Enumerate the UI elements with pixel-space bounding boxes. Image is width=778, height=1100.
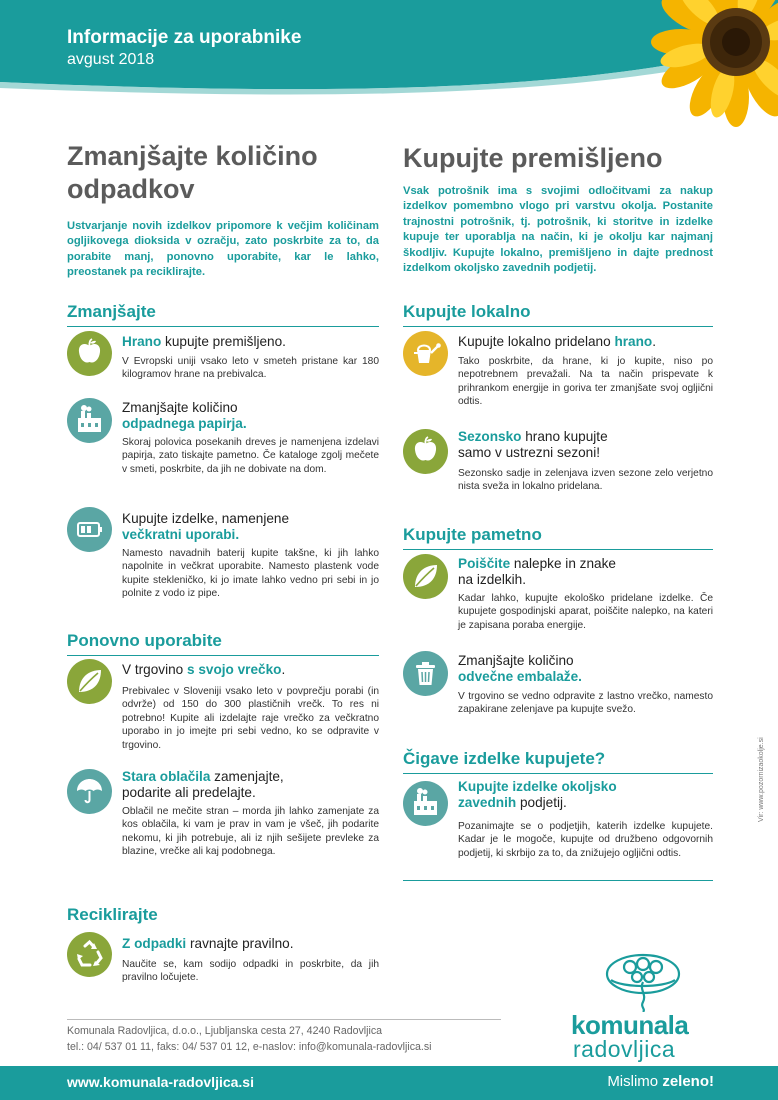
leaf-icon [67, 659, 112, 704]
item-description: Naučite se, kam sodijo odpadki in poskrbite, da jih pravilno ločujete. [122, 959, 379, 984]
footer-divider [67, 1019, 501, 1020]
section-title-reciklirajte: Reciklirajte [67, 905, 158, 924]
website-link[interactable]: www.komunala-radovljica.si [67, 1074, 254, 1090]
item-description: V Evropski uniji vsako leto v smeteh pristane kar 180 kilogramov hrane na prebivalca. [122, 356, 379, 381]
right-intro: Vsak potrošnik ima s svojimi odločitvami za nakup izdelkov pomembno vlogo pri varstvu okolja. Postanite trajnostni potrošnik, tj. potrošnik, ki storitve in izdelke kupuje ter uporablja na način, ki je okolju kar najmanj škodljiv. Kupujte lokalno, premišljeno in dajte prednost izdelkom okoljsko zavednih podjetij. [403, 185, 713, 275]
item-description: Namesto navadnih baterij kupite takšne, ki jih lahko napolnite in večkrat uporabite. Namesto plastenk vode kupite stekleničko, ki jo imate lahko vedno pri sebi in jo polnite z vodo iz pipe. [122, 548, 379, 600]
item-oblacila [67, 767, 379, 877]
left-intro: Ustvarjanje novih izdelkov pripomore k večjim količinam ogljikovega dioksida v ozračju, zato poskrbite za to, da porabite manj, ponovno uporabite, kar le lahko, preostanek pa reciklirajte. [67, 220, 379, 279]
item-nalepke [403, 554, 713, 644]
recycle-icon [67, 932, 112, 977]
item-title: V trgovino s svojo vrečko. [122, 662, 286, 677]
item-description: Sezonsko sadje in zelenjava izven sezone zelo verjetno nista sveža in lokalno pridelana. [458, 468, 713, 493]
header-title: Informacije za uporabnike [67, 27, 302, 48]
item-title: Poiščite nalepke in znake na izdelkih. [458, 556, 616, 587]
section-title-kupujte-pametno: Kupujte pametno [403, 525, 713, 550]
section-title-kupujte-lokalno: Kupujte lokalno [403, 302, 713, 327]
item-description: Tako poskrbite, da hrane, ki jo kupite, niso po nepotrebnem prevažali. Na ta način prispevate k prihrankom energije in goriva ter zmanjšate svoj ogljični odtis. [458, 356, 713, 408]
item-description: Kadar lahko, kupujte ekološko pridelane izdelke. Če kupujete gospodinjski aparat, poiščite nalepko, na kateri je zapisana poraba energije. [458, 593, 713, 631]
factory-icon [403, 781, 448, 826]
item-title: Kupujte lokalno pridelano hrano. [458, 334, 656, 349]
item-papir [67, 398, 379, 498]
section-title-cigave-izdelke: Čigave izdelke kupujete? [403, 749, 713, 774]
section-title-ponovno-uporabite: Ponovno uporabite [67, 631, 379, 656]
footer-contacts: tel.: 04/ 537 01 11, faks: 04/ 537 01 12, e-naslov: info@komunala-radovljica.si [67, 1041, 432, 1053]
item-title: Kupujte izdelke okoljsko zavednih podjetij. [458, 779, 617, 810]
logo-subwordmark: radovljica [573, 1036, 676, 1062]
item-title: Sezonsko hrano kupujte samo v ustrezni sezoni! [458, 429, 608, 460]
watering-can-icon [403, 331, 448, 376]
bottom-bar [0, 1066, 778, 1100]
item-title: Kupujte izdelke, namenjene večkratni uporabi. [122, 511, 290, 542]
item-lokalno-hrana [403, 331, 713, 421]
section-title-zmanjsajte: Zmanjšajte [67, 302, 379, 327]
item-title: Zmanjšajte količino odvečne embalaže. [458, 653, 582, 684]
item-hrana [67, 331, 379, 391]
left-main-title: Zmanjšajte količino odpadkov [67, 141, 318, 204]
item-description: Pozanimajte se o podjetjih, katerih izdelke kupujete. Kadar je le mogoče, kupujte od družbeno odgovornih podjetij, ki skrbijo za to, da znižujejo ogljični odtis. [458, 821, 713, 859]
logo-emblem [603, 952, 683, 1012]
item-odpadki [67, 932, 379, 992]
apple-icon [67, 331, 112, 376]
factory-icon [67, 398, 112, 443]
leaf-icon [403, 554, 448, 599]
left-column [67, 0, 379, 1000]
umbrella-icon [67, 769, 112, 814]
logo-wordmark: komunala [571, 1010, 689, 1040]
item-embalaza [403, 651, 713, 731]
item-okoljsko-zavedna [403, 777, 713, 867]
footer-address: Komunala Radovljica, d.o.o., Ljubljanska cesta 27, 4240 Radovljica [67, 1025, 383, 1037]
item-title: Zmanjšajte količino odpadnega papirja. [122, 400, 247, 431]
item-title: Stara oblačila zamenjajte, podarite ali predelajte. [122, 769, 284, 800]
item-sezonsko [403, 427, 713, 497]
right-main-title: Kupujte premišljeno [403, 143, 663, 173]
right-column-end-rule [403, 880, 713, 881]
slogan: Mislimo zeleno! [607, 1073, 714, 1090]
right-column [403, 0, 713, 1000]
item-title: Z odpadki ravnajte pravilno. [122, 936, 294, 951]
trash-can-icon [403, 651, 448, 696]
item-description: Skoraj polovica posekanih dreves je namenjena izdelavi papirja, zato tiskajte pametno. Če kataloge zgolj mečete v smeti, poskrbite, da jih ne dobivate na dom. [122, 437, 379, 475]
item-description: Prebivalec v Sloveniji vsako leto v povprečju porabi (in odvrže) od 150 do 300 plastičnih vrečk. To res ni potrebno! Kupite ali izdelajte raje vrečko za večkratno uporabo in jo imejte pri sebi vedno, ko se odpravite v trgovino. [122, 686, 379, 751]
header-subtitle: avgust 2018 [67, 51, 155, 68]
item-veckratni [67, 507, 379, 607]
battery-icon [67, 507, 112, 552]
item-description: Oblačil ne mečite stran – morda jih lahko zamenjate za kos oblačila, ki vam je prav in vam je všeč, jih podarite nekomu, ki jih potrebuje, ali iz njih sešijete prevleke za blazine, vrečke ali kaj podobnega. [122, 806, 379, 858]
item-description: V trgovino se vedno odpravite z lastno vrečko, namesto zapakirane zelenjave pa kupujte svežo. [458, 691, 713, 716]
item-vrecka [67, 659, 379, 759]
apple-icon [403, 429, 448, 474]
item-title: Hrano kupujte premišljeno. [122, 334, 286, 349]
source-credit: Vir: www.pozornizaokolje.si [758, 737, 765, 822]
